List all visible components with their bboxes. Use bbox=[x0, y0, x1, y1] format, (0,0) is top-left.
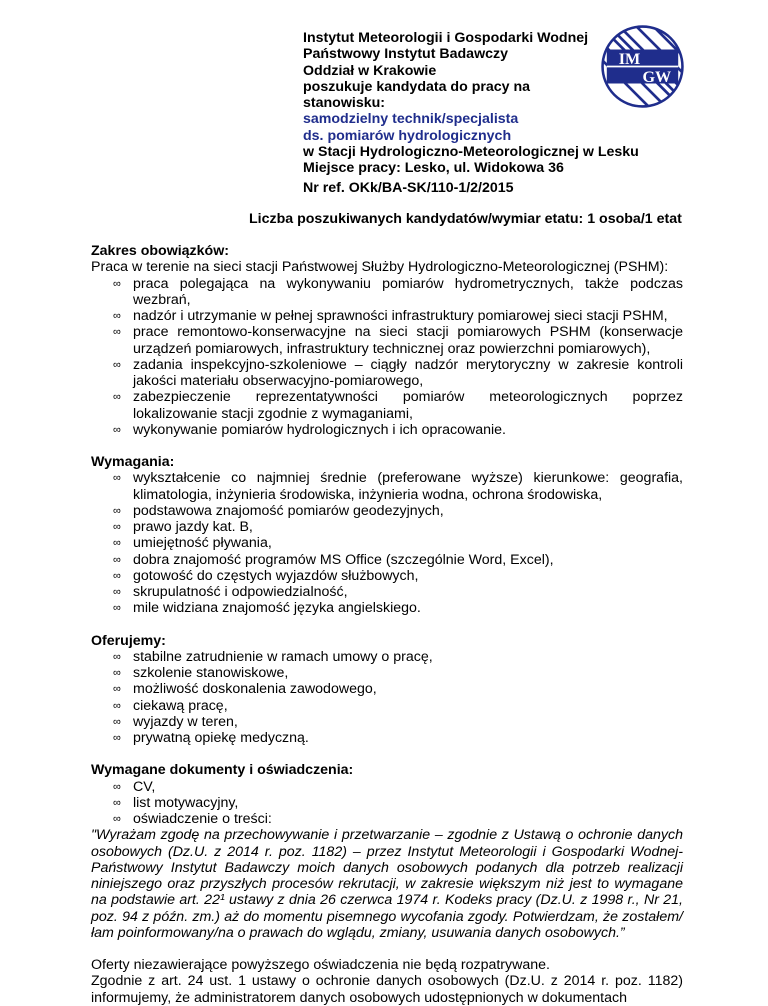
list-item: ∞ możliwość doskonalenia zawodowego, bbox=[91, 681, 683, 697]
requirements-section bbox=[91, 454, 683, 617]
list-item: ∞ praca polegająca na wykonywaniu pomiarów hydrometrycznych, także podczas wezbrań, bbox=[91, 276, 683, 309]
footer-legal: Zgodnie z art. 24 ust. 1 ustawy o ochronie danych osobowych (Dz.U. z 2014 r. poz. 1182) informujemy, że administratorem danych osobowych udostępnionych w dokumentach bbox=[91, 973, 683, 1006]
section-title: Oferujemy: bbox=[91, 632, 166, 649]
duties-section bbox=[91, 243, 683, 438]
list-item: ∞ ciekawą pracę, bbox=[91, 698, 683, 714]
list-item: ∞ gotowość do częstych wyjazdów służbowych, bbox=[91, 568, 683, 584]
list-item: ∞ list motywacyjny, bbox=[91, 795, 683, 811]
list-item: ∞ zabezpieczenie reprezentatywności pomiarów meteorologicznych poprzez lokalizowanie stacji zgodnie z wymaganiami, bbox=[91, 389, 683, 422]
location-line: w Stacji Hydrologiczno-Meteorologicznej w Lesku bbox=[303, 144, 639, 161]
list-item: ∞ zadania inspekcyjno-szkoleniowe – ciągły nadzór merytoryczny w zakresie kontroli jakości materiału obserwacyjno-pomiarowego, bbox=[91, 357, 683, 390]
requirements-list bbox=[91, 470, 683, 616]
header-line: Państwowy Instytut Badawczy bbox=[303, 46, 508, 63]
imgw-logo bbox=[600, 24, 685, 109]
location-line: Miejsce pracy: Lesko, ul. Widokowa 36 bbox=[303, 160, 564, 177]
offer-section bbox=[91, 633, 683, 747]
logo-text-top: IM bbox=[618, 50, 641, 68]
header-line: stanowisku: bbox=[303, 95, 385, 112]
list-item: ∞ podstawowa znajomość pomiarów geodezyjnych, bbox=[91, 503, 683, 519]
list-item: ∞ wyjazdy w teren, bbox=[91, 714, 683, 730]
list-item: ∞ nadzór i utrzymanie w pełnej sprawności infrastruktury pomiarowej sieci stacji PSHM, bbox=[91, 308, 683, 324]
reference-number: Nr ref. OKk/BA-SK/110-1/2/2015 bbox=[303, 180, 514, 196]
list-item: ∞ CV, bbox=[91, 779, 683, 795]
consent-statement: "Wyrażam zgodę na przechowywanie i przetwarzanie – zgodnie z Ustawą o ochronie danych osobowych (Dz.U. z 2014 r. poz. 1182) – przez Instytut Meteorologii i Gospodarki Wodnej-Państwowy Instytut Badawczy moich danych osobowych podanych dla potrzeb realizacji niniejszego oraz przyszłych procesów rekrutacji, w zakresie większym niż jest to wymagane na podstawie art. 22¹ ustawy z dnia 26 czerwca 1974 r. Kodeks pracy (Dz.U. z 1998 r., Nr 21, poz. 94 z późn. zm.) aż do momentu pisemnego wycofania zgody. Potwierdzam, że zostałem/łam poinformowany/na o prawach do wglądu, zmiany, usuwania danych osobowych.” bbox=[91, 827, 683, 941]
section-title: Zakres obowiązków: bbox=[91, 243, 229, 259]
list-item: ∞ prywatną opiekę medyczną. bbox=[91, 730, 683, 746]
footer-note: Oferty niezawierające powyższego oświadczenia nie będą rozpatrywane. bbox=[91, 957, 550, 973]
list-item: ∞ oświadczenie o treści: bbox=[91, 811, 683, 827]
duties-list bbox=[91, 276, 683, 439]
list-item: ∞ mile widziana znajomość języka angielskiego. bbox=[91, 600, 683, 616]
documents-list bbox=[91, 779, 683, 828]
header-line: poszukuje kandydata do pracy na bbox=[303, 78, 531, 95]
position-title: samodzielny technik/specjalista bbox=[303, 111, 519, 128]
list-item: ∞ dobra znajomość programów MS Office (szczególnie Word, Excel), bbox=[91, 552, 683, 568]
section-intro: Praca w terenie na sieci stacji Państwowej Służby Hydrologiczno-Meteorologicznej (PSHM): bbox=[91, 259, 669, 276]
list-item: ∞ skrupulatność i odpowiedzialność, bbox=[91, 584, 683, 600]
document-body bbox=[91, 243, 683, 1006]
list-item: ∞ umiejętność pływania, bbox=[91, 535, 683, 551]
list-item: ∞ stabilne zatrudnienie w ramach umowy o pracę, bbox=[91, 649, 683, 665]
section-title: Wymagane dokumenty i oświadczenia: bbox=[91, 762, 354, 779]
header-line: Oddział w Krakowie bbox=[303, 62, 437, 79]
list-item: ∞ wykształcenie co najmniej średnie (preferowane wyższe) kierunkowe: geografia, klimatologia, inżynieria środowiska, inżynieria wodna, ochrona środowiska, bbox=[91, 470, 683, 503]
offer-list bbox=[91, 649, 683, 747]
documents-section bbox=[91, 762, 683, 941]
logo-text-bottom: GW bbox=[642, 68, 672, 86]
list-item: ∞ prace remontowo-konserwacyjne na sieci stacji pomiarowych PSHM (konserwacje urządzeń pomiarowych, infrastruktury technicznej oraz powierzchni pomiarowych), bbox=[91, 324, 683, 357]
section-title: Wymagania: bbox=[91, 454, 175, 470]
list-item: ∞ szkolenie stanowiskowe, bbox=[91, 665, 683, 681]
candidates-count: Liczba poszukiwanych kandydatów/wymiar etatu: 1 osoba/1 etat bbox=[249, 211, 682, 227]
list-item: ∞ prawo jazdy kat. B, bbox=[91, 519, 683, 535]
list-item: ∞ wykonywanie pomiarów hydrologicznych i ich opracowanie. bbox=[91, 422, 683, 438]
position-title: ds. pomiarów hydrologicznych bbox=[303, 127, 512, 144]
header-line: Instytut Meteorologii i Gospodarki Wodnej bbox=[303, 30, 589, 46]
